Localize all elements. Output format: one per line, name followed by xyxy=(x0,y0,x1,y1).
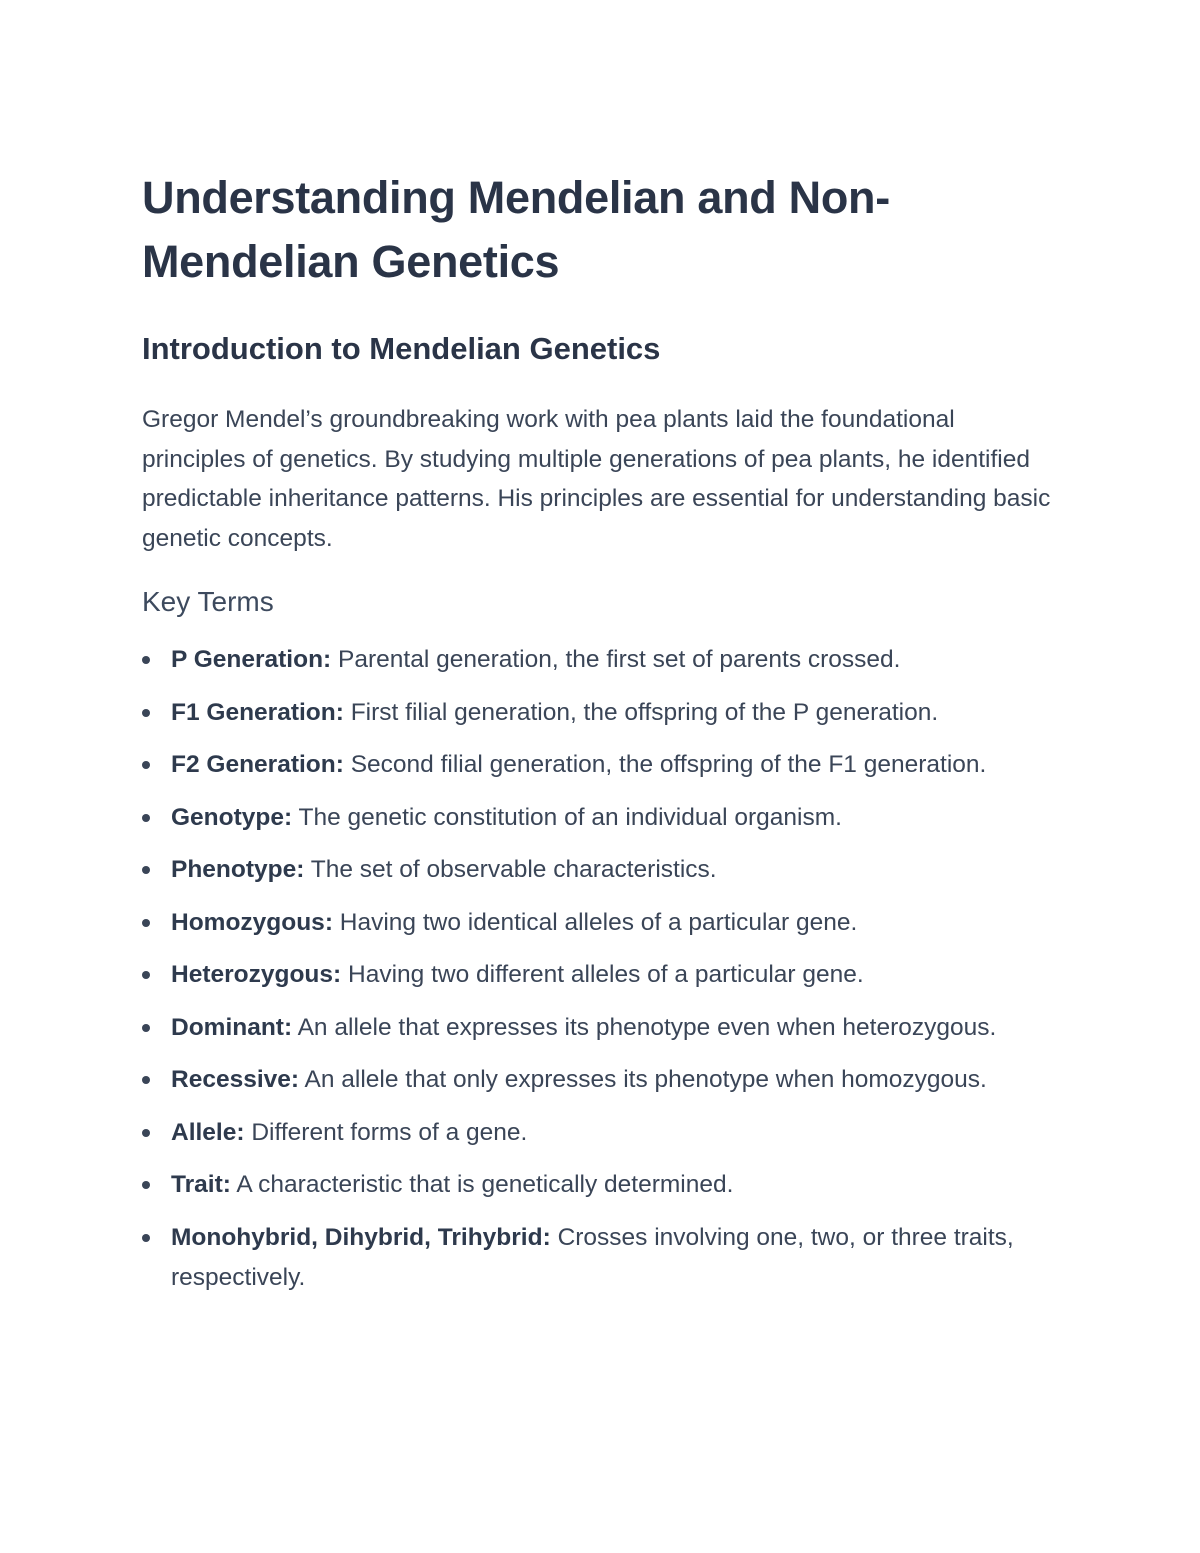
list-item xyxy=(142,1008,1062,1049)
term-label: F1 Generation xyxy=(171,698,336,726)
term-separator: : xyxy=(335,751,344,778)
term-definition: The set of observable characteristics. xyxy=(304,856,717,883)
term-definition: Second filial generation, the offspring of the F1 generation. xyxy=(343,751,987,778)
bullet-icon xyxy=(142,1129,150,1137)
list-item xyxy=(142,798,1062,839)
bullet-icon xyxy=(142,866,150,874)
intro-paragraph: Gregor Mendel’s groundbreaking work with pea plants laid the foundational principles of genetics. By studying multiple generations of pea plants, he identified predictable inheritance patterns. His principles are essential for understanding basic genetic concepts. xyxy=(142,406,1051,552)
list-item xyxy=(142,1060,1062,1101)
list-item xyxy=(142,1218,1062,1299)
term-separator: : xyxy=(335,698,344,726)
bullet-icon xyxy=(142,814,150,822)
term-separator: : xyxy=(236,1118,245,1146)
bullet-icon xyxy=(142,971,150,979)
list-item xyxy=(142,850,1062,891)
bullet-icon xyxy=(142,1024,150,1032)
term-label: Phenotype xyxy=(171,856,297,883)
term-label: Genotype xyxy=(171,803,284,831)
term-separator: : xyxy=(323,646,332,673)
term-separator: : xyxy=(283,1013,293,1041)
list-item xyxy=(142,640,1062,681)
key-terms-heading: Key Terms xyxy=(142,586,274,617)
term-label: Recessive xyxy=(171,1066,291,1093)
term-definition: The genetic constitution of an individual organism. xyxy=(292,803,842,831)
term-label: Allele xyxy=(171,1118,237,1146)
term-label: F2 Generation xyxy=(171,751,336,778)
term-separator: : xyxy=(222,1171,231,1198)
bullet-icon xyxy=(142,761,150,769)
bullet-icon xyxy=(142,1076,150,1084)
term-definition: An allele that expresses its phenotype even when heterozygous. xyxy=(292,1013,997,1041)
term-separator: : xyxy=(290,1066,300,1093)
term-label: Heterozygous xyxy=(171,961,334,988)
term-label: Monohybrid, Dihybrid, Trihybrid xyxy=(171,1223,543,1251)
list-item xyxy=(142,903,1062,944)
term-separator: : xyxy=(296,856,305,883)
term-definition: Having two different alleles of a particular gene. xyxy=(341,961,864,988)
bullet-icon xyxy=(142,1234,150,1242)
page-title: Understanding Mendelian and Non-Mendelian Genetics xyxy=(142,172,890,287)
term-label: Trait xyxy=(171,1171,223,1198)
bullet-icon xyxy=(142,656,150,664)
section-heading: Introduction to Mendelian Genetics xyxy=(142,331,661,366)
key-terms-list xyxy=(142,640,1062,1299)
term-definition: Crosses involving one, two, or three traits, respectively. xyxy=(171,1223,1014,1291)
term-separator: : xyxy=(333,961,342,988)
term-definition: Parental generation, the first set of parents crossed. xyxy=(331,646,901,673)
list-item xyxy=(142,1113,1062,1154)
term-label: P Generation xyxy=(171,646,324,673)
list-item xyxy=(142,745,1062,786)
term-separator: : xyxy=(542,1223,551,1251)
bullet-icon xyxy=(142,709,150,717)
list-item xyxy=(142,1165,1062,1206)
term-definition: Different forms of a gene. xyxy=(244,1118,528,1146)
term-separator: : xyxy=(324,908,333,936)
term-definition: First filial generation, the offspring of the P generation. xyxy=(343,698,939,726)
term-label: Dominant xyxy=(171,1013,284,1041)
list-item xyxy=(142,693,1062,734)
bullet-icon xyxy=(142,919,150,927)
term-definition: A characteristic that is genetically determined. xyxy=(230,1171,734,1198)
list-item xyxy=(142,955,1062,996)
term-definition: An allele that only expresses its phenotype when homozygous. xyxy=(299,1066,987,1093)
term-label: Homozygous xyxy=(171,908,325,936)
term-definition: Having two identical alleles of a particular gene. xyxy=(332,908,858,936)
term-separator: : xyxy=(284,803,293,831)
bullet-icon xyxy=(142,1181,150,1189)
document-page xyxy=(142,166,1062,1311)
